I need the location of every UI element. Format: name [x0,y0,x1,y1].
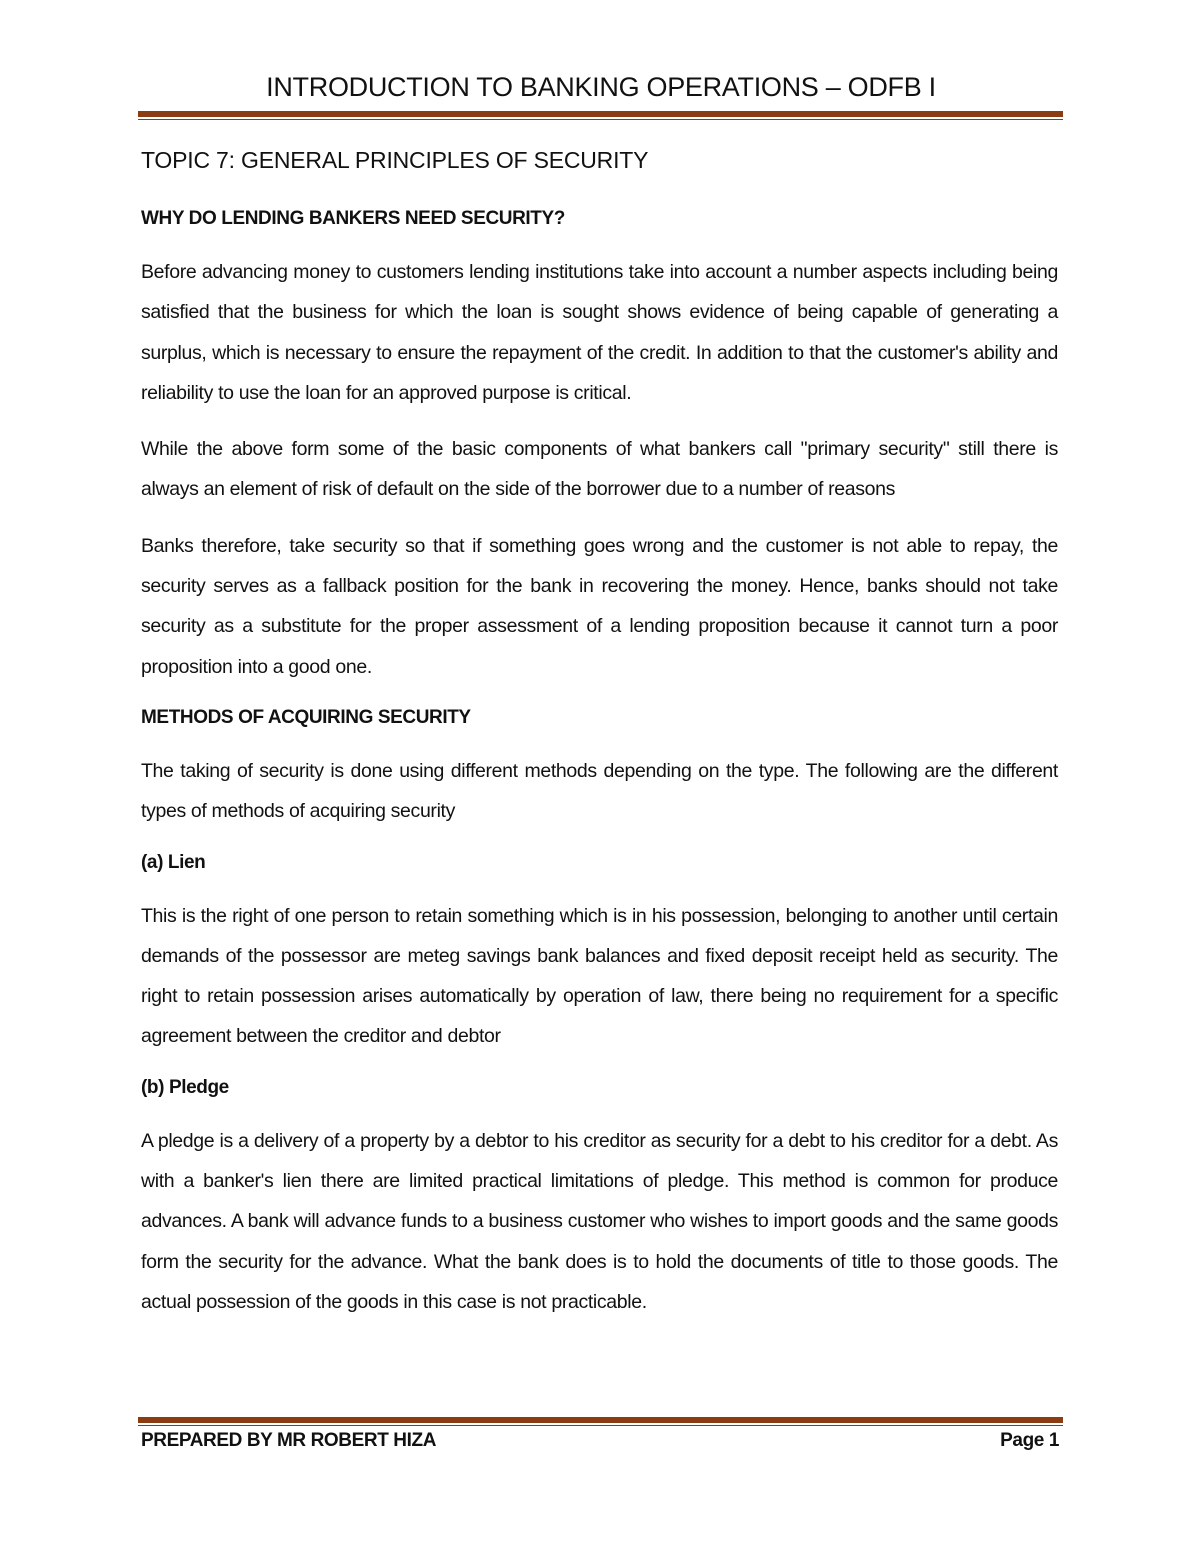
section-heading-why-security: WHY DO LENDING BANKERS NEED SECURITY? [141,208,565,229]
paragraph: A pledge is a delivery of a property by a debtor to his creditor as security for a debt to his creditor for a debt. As with a banker's lien there are limited practical limitations of pledge. This method is common for produce advances. A bank will advance funds to a business customer who wishes to import goods and the same goods form the security for the advance. What the bank does is to hold the documents of title to those goods. The actual possession of the goods in this case is not practicable. [141,1129,1058,1313]
section-heading-methods: METHODS OF ACQUIRING SECURITY [141,706,471,728]
footer-page-number: Page 1 [1000,1430,1059,1451]
paragraph: While the above form some of the basic components of what bankers call "primary security" still there is always an element of risk of default on the side of the borrower due to a number of reasons [141,438,1058,501]
paragraph: Before advancing money to customers lending institutions take into account a number aspects including being satisfied that the business for which the loan is sought shows evidence of being capable of generating a surplus, which is necessary to ensure the repayment of the credit. In addition to that the customer's ability and reliability to use the loan for an approved purpose is critical. [141,261,1058,404]
footer-rule-thin [138,1425,1063,1426]
document-body [141,142,1058,1338]
header-rule-thin [138,119,1063,120]
footer-prepared-by: PREPARED BY MR ROBERT HIZA [141,1430,437,1451]
topic-title: TOPIC 7: GENERAL PRINCIPLES OF SECURITY [141,147,649,173]
paragraph: The taking of security is done using different methods depending on the type. The following are the different types of methods of acquiring security [141,759,1058,823]
paragraph: This is the right of one person to retain something which is in his possession, belonging to another until certain demands of the possessor are meteg savings bank balances and fixed deposit receipt held as security. The right to retain possession arises automatically by operation of law, there being no requirement for a specific agreement between the creditor and debtor [141,904,1058,1048]
header-rule [138,111,1063,117]
footer-rule [138,1417,1063,1423]
section-heading-lien: (a) Lien [141,851,206,873]
paragraph: Banks therefore, take security so that if something goes wrong and the customer is not able to repay, the security serves as a fallback position for the bank in recovering the money. Hence, banks should not take security as a substitute for the proper assessment of a lending proposition because it cannot turn a poor proposition into a good one. [141,534,1058,678]
section-heading-pledge: (b) Pledge [141,1076,229,1098]
page-header-title: INTRODUCTION TO BANKING OPERATIONS – ODFB I [266,72,936,102]
